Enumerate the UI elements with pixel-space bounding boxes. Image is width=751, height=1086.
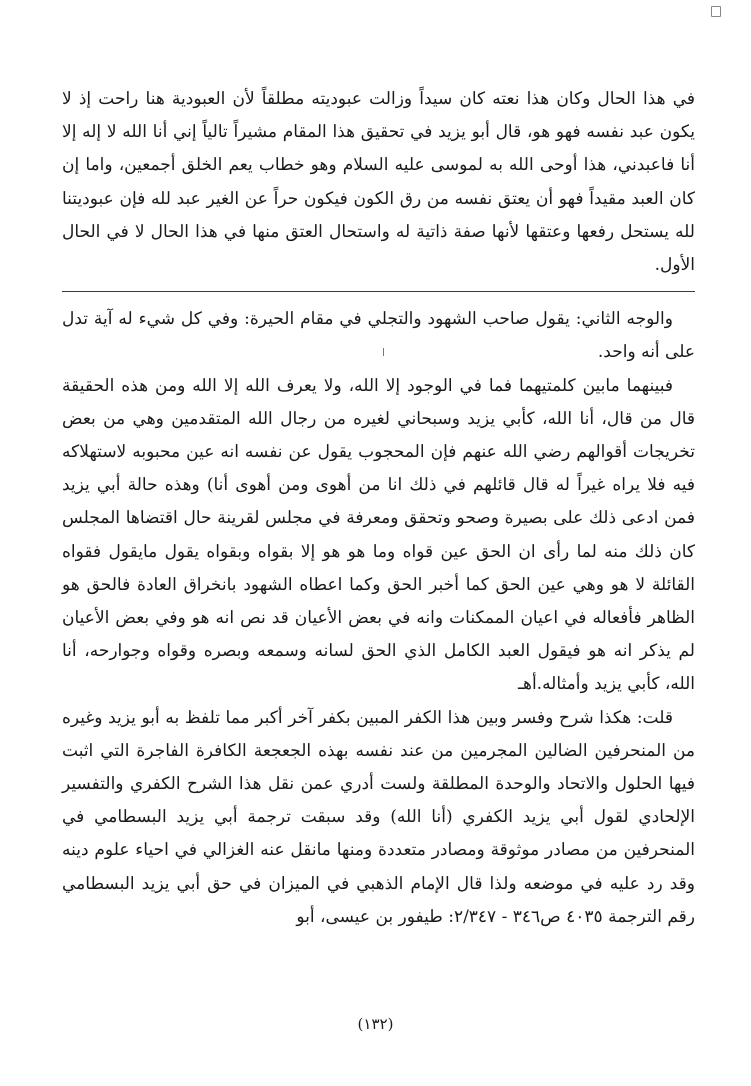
paragraph-4: قلت: هكذا شرح وفسر وبين هذا الكفر المبين بكفر آخر أكبر مما تلفظ به أبو يزيد وغيره من المنحرفين الضالين المجرمين من عند نفسه بهذه الجعجعة الكافرة الفاجرة التي اثبت فيها الحلول والاتحاد والوحدة المطلقة ولست أدري عمن نقل هذا الشرح الكفري والتفسير الإلحادي لقول أبي يزيد الكفري (أنا الله) وقد سبقت ترجمة أبي يزيد البسطامي في المنحرفين من مصادر موثوقة ومصادر متعددة ومنها مانقل عنه الغزالي في احياء علوم دينه وقد رد عليه في موضعه ولذا قال الإمام الذهبي في الميزان في حق أبي يزيد البسطامي رقم الترجمة ٤٠٣٥ ص٣٤٦ - ٢/٣٤٧: طيفور بن عيسى، أبو [62,707,695,927]
page-number: (١٣٢) [357,1015,394,1033]
paragraph-3: فبينهما مابين كلمتيهما فما في الوجود إلا الله، ولا يعرف الله إلا الله ومن هذه الحقيقة قال من قال، أنا الله، كأبي يزيد وسبحاني لغيره من رجال الله المتقدمين وهي من بعض تخريجات أقوالهم رضي الله عنهم فإن المحجوب يقول عن نفسه انه عين محبوبه لاستهلاكه فيه فلا يراه غيراً له قال قائلهم في ذلك انا من أهوى ومن أهوى أنا) وهذه حالة أبي يزيد فمن ادعى ذلك على بصيرة وصحو وتحقق ومعرفة في مجلس لقرينة حال اقتضاها المجلس كان ذلك منه لما رأى ان الحق عين قواه وما هو هو إلا بقواه وبقواه يقول مايقول فقواه القائلة لا هو وهي عين الحق كما أخبر الحق وكما اعطاه الشهود بانخراق العادة فالحق هو الظاهر فأفعاله في اعيان الممكنات وانه في بعض الأعيان قد نص انه هو وفي بعض الأعيان لم يذكر انه هو فيقول العبد الكامل الذي الحق لسانه وسمعه وبصره وقواه وجوارحه، أنا الله، كأبي يزيد وأمثاله.أهـ [62,375,695,695]
paragraph-1: في هذا الحال وكان هذا نعته كان سيداً وزالت عبوديته مطلقاً لأن العبودية هنا راحت إذ لا يكون عبد نفسه فهو هو، قال أبو يزيد في تحقيق هذا المقام مشيراً تالياً إني أنا الله لا إله إلا أنا فاعبدني، هذا أوحى الله به لموسى عليه السلام وهو خطاب يعم الخلق أجمعين، واما إن كان العبد مقيداً فهو أن يعتق نفسه من رق الكون فيكون حراً عن الغير عبد لله فإن عبوديتنا لله يستحل رفعها وعتقها لأنها صفة ذاتية له واستحال العتق منها في هذا الحال لا في الحال الأول. [62,89,695,276]
body-text [62,83,695,934]
corner-box-mark [711,6,721,17]
paragraph-2: والوجه الثاني: يقول صاحب الشهود والتجلي في مقام الحيرة: وفي كل شيء له آية تدل على أنه واحد. [62,309,695,363]
separator-line [62,291,695,292]
